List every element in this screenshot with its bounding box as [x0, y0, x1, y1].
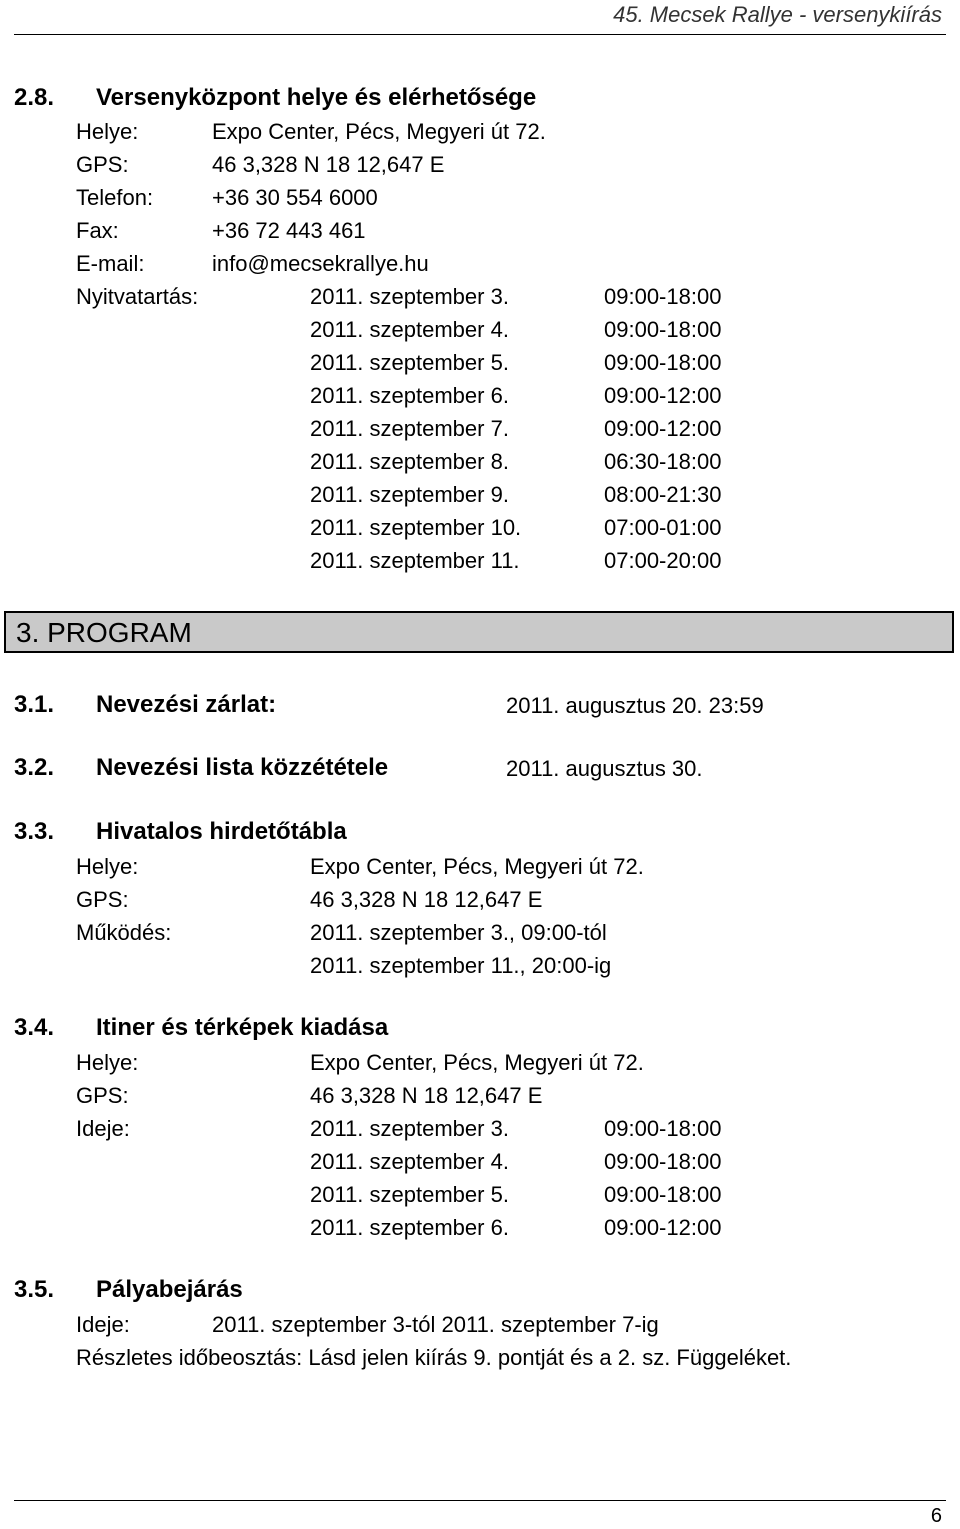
opening-time: 06:30-18:00	[604, 449, 722, 474]
opening-date: 2011. szeptember 10.	[310, 515, 522, 540]
section-title-3-5: Pályabejárás	[96, 1276, 243, 1303]
location-label: Helye:	[76, 119, 139, 144]
section-title-3-2: Nevezési lista közzététele	[96, 754, 389, 781]
itiner-time-label: Ideje:	[76, 1116, 130, 1141]
section-title-2-8: Versenyközpont helye és elérhetősége	[96, 84, 537, 111]
opening-time: 09:00-18:00	[604, 350, 722, 375]
opening-date: 2011. szeptember 3.	[310, 284, 509, 309]
opening-hours-label: Nyitvatartás:	[76, 284, 199, 309]
itiner-date: 2011. szeptember 5.	[310, 1182, 509, 1207]
footer-rule	[14, 1500, 946, 1501]
itiner-gps-label: GPS:	[76, 1083, 129, 1108]
section-number-3-4: 3.4.	[14, 1014, 55, 1041]
section-title-3-4: Itiner és térképek kiadása	[96, 1014, 389, 1041]
itiner-time: 09:00-12:00	[604, 1215, 722, 1240]
program-heading-banner	[4, 611, 954, 653]
gps-value: 46 3,328 N 18 12,647 E	[212, 152, 445, 177]
itiner-time: 09:00-18:00	[604, 1182, 722, 1207]
email-label: E-mail:	[76, 251, 145, 276]
noticeboard-operation-end: 2011. szeptember 11., 20:00-ig	[310, 953, 612, 978]
recce-time-label: Ideje:	[76, 1312, 130, 1337]
itiner-time: 09:00-18:00	[604, 1149, 722, 1174]
opening-time: 07:00-20:00	[604, 548, 722, 573]
opening-time: 09:00-18:00	[604, 284, 722, 309]
noticeboard-location-value: Expo Center, Pécs, Megyeri út 72.	[310, 854, 644, 879]
section-title-3-3: Hivatalos hirdetőtábla	[96, 818, 347, 845]
email-value: info@mecsekrallye.hu	[212, 251, 429, 276]
section-number-3-5: 3.5.	[14, 1276, 55, 1303]
section-number-3-1: 3.1.	[14, 691, 55, 718]
opening-time: 09:00-12:00	[604, 383, 722, 408]
itiner-date: 2011. szeptember 3.	[310, 1116, 509, 1141]
opening-date: 2011. szeptember 11.	[310, 548, 520, 573]
recce-detail-note: Részletes időbeosztás: Lásd jelen kiírás 9. pontját és a 2. sz. Függeléket.	[76, 1345, 792, 1370]
opening-time: 09:00-12:00	[604, 416, 722, 441]
noticeboard-gps-label: GPS:	[76, 887, 129, 912]
opening-time: 07:00-01:00	[604, 515, 722, 540]
itiner-gps-value: 46 3,328 N 18 12,647 E	[310, 1083, 543, 1108]
opening-date: 2011. szeptember 6.	[310, 383, 509, 408]
program-heading: 3. PROGRAM	[16, 617, 192, 648]
opening-date: 2011. szeptember 8.	[310, 449, 509, 474]
opening-date: 2011. szeptember 5.	[310, 350, 509, 375]
phone-label: Telefon:	[76, 185, 154, 210]
section-number-3-2: 3.2.	[14, 754, 55, 781]
opening-time: 09:00-18:00	[604, 317, 722, 342]
itiner-time: 09:00-18:00	[604, 1116, 722, 1141]
itiner-date: 2011. szeptember 6.	[310, 1215, 509, 1240]
opening-time: 08:00-21:30	[604, 482, 722, 507]
opening-date: 2011. szeptember 9.	[310, 482, 509, 507]
recce-time-value: 2011. szeptember 3-tól 2011. szeptember 7-ig	[212, 1312, 659, 1337]
section-title-3-1: Nevezési zárlat:	[96, 691, 277, 718]
entry-deadline-value: 2011. augusztus 20. 23:59	[506, 693, 764, 718]
noticeboard-operation-start: 2011. szeptember 3., 09:00-tól	[310, 920, 607, 945]
header-rule	[14, 34, 946, 35]
noticeboard-operation-label: Működés:	[76, 920, 172, 945]
gps-label: GPS:	[76, 152, 129, 177]
location-value: Expo Center, Pécs, Megyeri út 72.	[212, 119, 546, 144]
itiner-date: 2011. szeptember 4.	[310, 1149, 509, 1174]
opening-date: 2011. szeptember 4.	[310, 317, 509, 342]
fax-value: +36 72 443 461	[212, 218, 366, 243]
opening-date: 2011. szeptember 7.	[310, 416, 509, 441]
page-number: 6	[930, 1505, 942, 1527]
fax-label: Fax:	[76, 218, 119, 243]
itiner-location-label: Helye:	[76, 1050, 139, 1075]
noticeboard-gps-value: 46 3,328 N 18 12,647 E	[310, 887, 543, 912]
noticeboard-location-label: Helye:	[76, 854, 139, 879]
itiner-location-value: Expo Center, Pécs, Megyeri út 72.	[310, 1050, 644, 1075]
section-number-3-3: 3.3.	[14, 818, 55, 845]
document-header-title: 45. Mecsek Rallye - versenykiírás	[613, 2, 942, 27]
entry-list-date-value: 2011. augusztus 30.	[506, 756, 703, 781]
phone-value: +36 30 554 6000	[212, 185, 378, 210]
section-number-2-8: 2.8.	[14, 84, 55, 111]
